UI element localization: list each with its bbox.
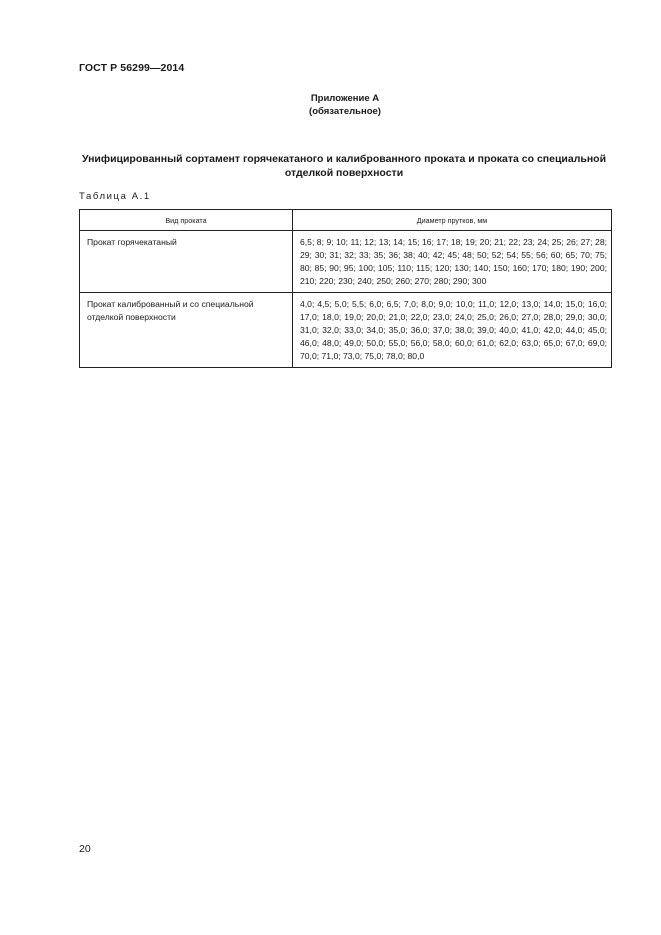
page-number: 20 — [79, 843, 91, 855]
standard-code: ГОСТ Р 56299—2014 — [79, 62, 185, 74]
rolled-type-cell: Прокат калиброванный и со специальной отделкой поверхности — [80, 293, 293, 368]
column-header-type: Вид проката — [80, 210, 293, 231]
table-caption: Таблица А.1 — [79, 191, 151, 202]
annex-title: Приложение А — [310, 93, 380, 104]
annex-header — [0, 92, 661, 118]
section-heading: Унифицированный сортамент горячекатаного и калиброванного проката и проката со специальной отделкой поверхности — [81, 153, 607, 179]
annex-status: (обязательное) — [309, 106, 381, 117]
rolled-type-cell: Прокат горячекатаный — [80, 231, 293, 293]
column-header-diameter: Диаметр прутков, мм — [293, 210, 612, 231]
sortament-table — [79, 209, 612, 368]
table-header-row — [80, 210, 612, 231]
table-row — [80, 293, 612, 368]
table-row — [80, 231, 612, 293]
diameters-cell: 4,0; 4,5; 5,0; 5,5; 6,0; 6,5; 7,0; 8,0; 9,0; 10,0; 11,0; 12,0; 13,0; 14,0; 15,0; 16,0; 17,0; 18,0; 19,0; 20,0; 21,0; 22,0; 23,0; 24,0; 25,0; 26,0; 27,0; 28,0; 29,0; 30,0; 31,0; 32,0; 33,0; 34,0; 35,0; 36,0; 37,0; 38,0; 39,0; 40,0; 41,0; 42,0; 44,0; 45,0; 46,0; 48,0; 49,0; 50,0; 55,0; 56,0; 58,0; 60,0; 61,0; 62,0; 63,0; 65,0; 67,0; 69,0; 70,0; 71,0; 73,0; 75,0; 78,0; 80,0 — [293, 293, 612, 368]
diameters-cell: 6,5; 8; 9; 10; 11; 12; 13; 14; 15; 16; 17; 18; 19; 20; 21; 22; 23; 24; 25; 26; 27; 28; 29; 30; 31; 32; 33; 35; 36; 38; 40; 42; 45; 48; 50; 52; 54; 55; 56; 60; 65; 70; 75; 80; 85; 90; 95; 100; 105; 110; 115; 120; 130; 140; 150; 160; 170; 180; 190; 200; 210; 220; 230; 240; 250; 260; 270; 280; 290; 300 — [293, 231, 612, 293]
